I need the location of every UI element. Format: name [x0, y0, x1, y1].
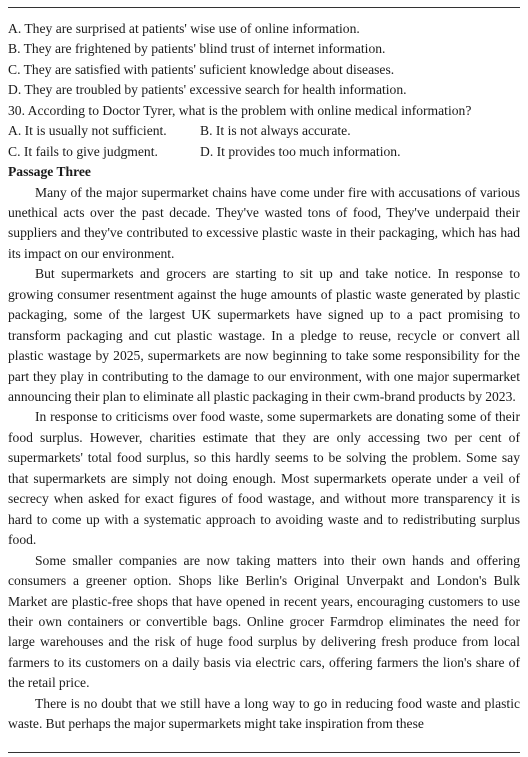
- passage-paragraph: There is no doubt that we still have a long way to go in reducing food waste and plastic waste. But perhaps the major supermarkets might take inspiration from these: [8, 695, 520, 732]
- q29-option-a: A. They are surprised at patients' wise use of online information.: [8, 21, 360, 36]
- q30-option-b: B. It is not always accurate.: [200, 123, 351, 139]
- q29-option-c: C. They are satisfied with patients' suficient knowledge about diseases.: [8, 61, 395, 77]
- q29-option-d: D. They are troubled by patients' excessive search for health information.: [8, 82, 407, 98]
- q30-option-c: C. It fails to give judgment.: [8, 143, 158, 159]
- passage-paragraph: In response to criticisms over food waste, some supermarkets are donating some of their food surplus. However, charities estimate that they are only accessing two per cent of supermarkets' total food surplus, so this hardly seems to be solving the problem. Some say that supermarkets are simply not doing enough. Most supermarkets operate under a veil of secrecy when asked for exact figures of food wastage, and without more transparency it is hard to come up with a systematic approach to avoiding waste and to redistributing surplus food.: [8, 409, 520, 548]
- bottom-rule: [8, 752, 520, 753]
- q30-option-d: D. It provides too much information.: [200, 143, 401, 159]
- q30-options-row-2: [8, 142, 520, 162]
- top-rule: [8, 7, 520, 8]
- q30-options-row-1: [8, 121, 520, 141]
- passage-title: Passage Three: [8, 164, 91, 180]
- q30-option-a: A. It is usually not sufficient.: [8, 123, 167, 139]
- q29-option-b: B. They are frightened by patients' blind trust of internet information.: [8, 41, 386, 57]
- passage-paragraph: But supermarkets and grocers are starting to sit up and take notice. In response to growing consumer resentment against the huge amounts of plastic waste generated by plastic packaging, some of the largest UK supermarkets have signed up to a pact promising to transform packaging and cut plastic wastage. In a pledge to reuse, recycle or convert all plastic wastage by 2025, supermarkets are now beginning to take some responsibility for the part they play in contributing to the damage to our environment, with one major supermarket announcing their plan to eliminate all plastic packaging in their cwm-brand products by 2023.: [8, 266, 520, 405]
- passage-paragraph: Some smaller companies are now taking matters into their own hands and offering consumers a greener option. Shops like Berlin's Original Unverpakt and London's Bulk Market are plastic-free shops that have opened in recent years, encouraging customers to use their own containers or convertible bags. Online grocer Farmdrop eliminates the need for large warehouses and the risk of huge food surplus by delivering fresh produce from local farmers to its customers on a daily basis via electric cars, offering farmers the lion's share of the retail price.: [8, 552, 520, 691]
- q30-stem: 30. According to Doctor Tyrer, what is the problem with online medical information?: [8, 102, 472, 118]
- passage-paragraph: Many of the major supermarket chains have come under fire with accusations of various unethical acts over the past decade. They've wasted tons of food, They've underpaid their suppliers and they've contributed to excessive plastic waste in their packaging, which has had its impact on our environment.: [8, 184, 520, 261]
- document-content: [8, 19, 520, 735]
- document-page: [8, 0, 520, 757]
